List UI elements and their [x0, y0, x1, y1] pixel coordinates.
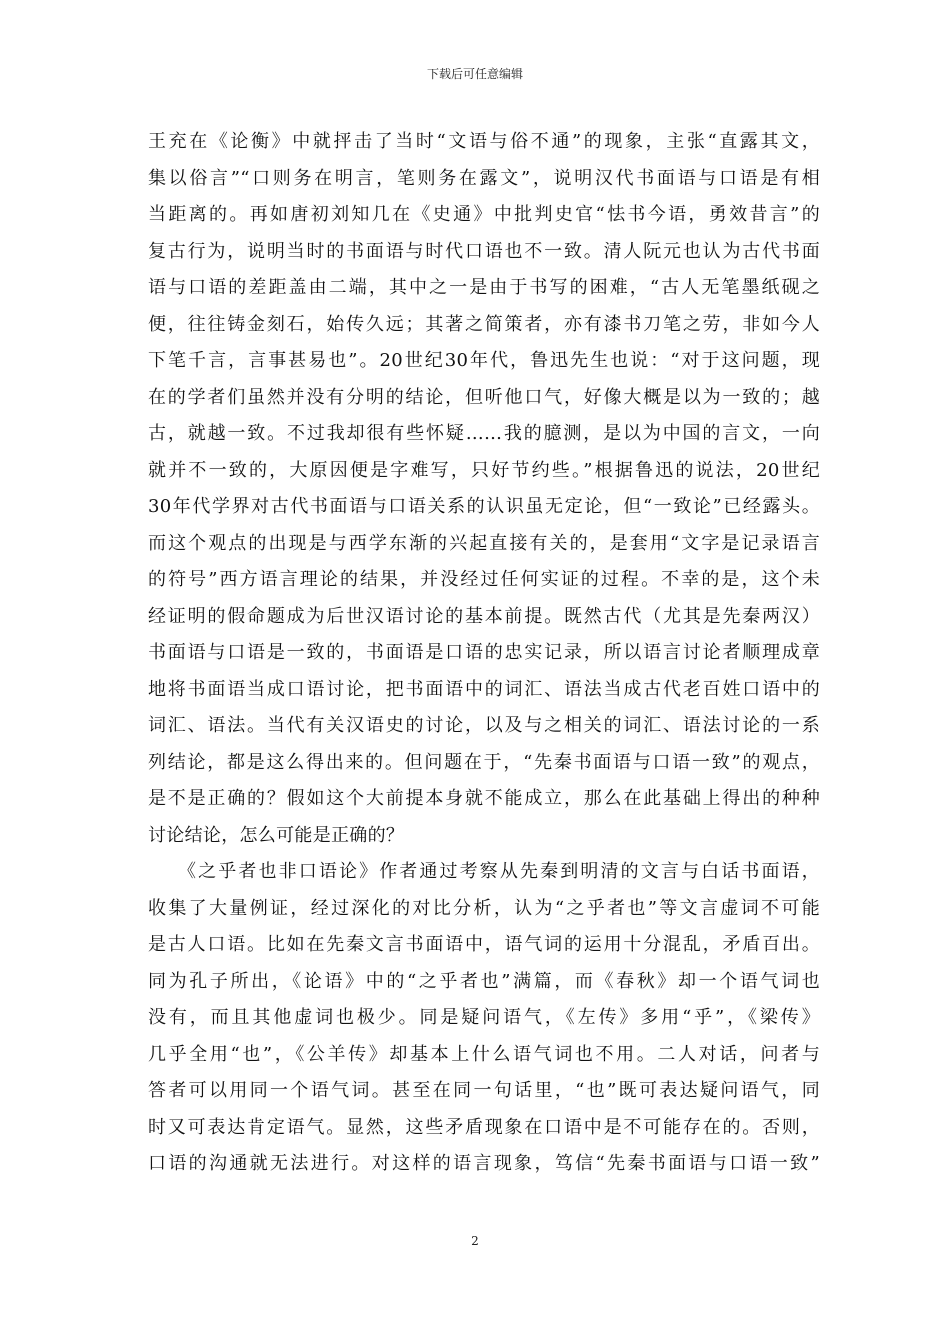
text-line: 便，往往铸金刻石，始传久远；其著之简策者，亦有漆书刀笔之劳，非如今人: [148, 313, 820, 335]
text-line: 30年代学界对古代书面语与口语关系的认识虽无定论，但“一致论”已经露头。: [148, 496, 820, 517]
text-line: 《之乎者也非口语论》作者通过考察从先秦到明清的文言与白话书面语，: [178, 861, 820, 882]
text-line: 列结论，都是这么得出来的。但问题在于，“先秦书面语与口语一致”的观点，: [148, 751, 820, 773]
paragraph-1: [148, 124, 820, 854]
text-line: 词汇、语法。当代有关汉语史的讨论，以及与之相关的词汇、语法讨论的一系: [148, 715, 820, 736]
page-number: 2: [471, 1234, 479, 1248]
text-line: 没有，而且其他虚词也极少。同是疑问语气，《左传》多用“乎”，《梁传》: [148, 1007, 820, 1028]
text-line: 而这个观点的出现是与西学东渐的兴起直接有关的，是套用“文字是记录语言: [148, 532, 820, 554]
text-line: 口语的沟通就无法进行。对这样的语言现象，笃信“先秦书面语与口语一致”: [148, 1153, 820, 1174]
text-line: 是古人口语。比如在先秦文言书面语中，语气词的运用十分混乱，矛盾百出。: [148, 934, 820, 955]
text-line: 语与口语的差距盖由二端，其中之一是由于书写的困难，“古人无笔墨纸砚之: [148, 277, 820, 298]
text-line: 几乎全用“也”，《公羊传》却基本上什么语气词也不用。二人对话，问者与: [148, 1043, 820, 1065]
paragraph-2: [148, 854, 820, 1183]
document-body: [148, 124, 820, 1183]
text-line: 复古行为，说明当时的书面语与时代口语也不一致。清人阮元也认为古代书面: [148, 240, 820, 262]
text-line: 收集了大量例证，经过深化的对比分析，认为“之乎者也”等文言虚词不可能: [148, 897, 820, 919]
text-line: 是不是正确的？假如这个大前提本身就不能成立，那么在此基础上得出的种种: [148, 788, 820, 809]
page-header: 下载后可任意编辑: [426, 67, 523, 81]
text-line: 古，就越一致。不过我却很有些怀疑……我的臆测，是以为中国的言文，一向: [148, 423, 820, 444]
text-line: 下笔千言，言事甚易也”。20世纪30年代，鲁迅先生也说：“对于这问题，现: [148, 350, 820, 371]
text-line: 书面语与口语是一致的，书面语是口语的忠实记录，所以语言讨论者顺理成章: [148, 642, 820, 663]
text-line: 集以俗言”“口则务在明言，笔则务在露文”，说明汉代书面语与口语是有相: [148, 167, 820, 189]
text-line: 时又可表达肯定语气。显然，这些矛盾现象在口语中是不可能存在的。否则，: [148, 1116, 820, 1138]
text-line: 同为孔子所出，《论语》中的“之乎者也”满篇，而《春秋》却一个语气词也: [148, 970, 820, 992]
text-line: 讨论结论，怎么可能是正确的？: [148, 824, 405, 846]
text-line: 地将书面语当成口语讨论，把书面语中的词汇、语法当成古代老百姓口语中的: [148, 678, 820, 700]
text-line: 当距离的。再如唐初刘知几在《史通》中批判史官“怯书今语，勇效昔言”的: [148, 204, 820, 225]
text-line: 经证明的假命题成为后世汉语讨论的基本前提。既然古代（尤其是先秦两汉）: [148, 605, 820, 627]
text-line: 王充在《论衡》中就抨击了当时“文语与俗不通”的现象，主张“直露其文，: [148, 131, 820, 152]
text-line: 在的学者们虽然并没有分明的结论，但听他口气，好像大概是以为一致的；越: [148, 386, 820, 408]
text-line: 就并不一致的，大原因便是字难写，只好节约些。”根据鲁迅的说法，20世纪: [148, 459, 820, 481]
text-line: 答者可以用同一个语气词。甚至在同一句话里，“也”既可表达疑问语气，同: [148, 1080, 820, 1101]
text-line: 的符号”西方语言理论的结果，并没经过任何实证的过程。不幸的是，这个未: [148, 569, 820, 590]
